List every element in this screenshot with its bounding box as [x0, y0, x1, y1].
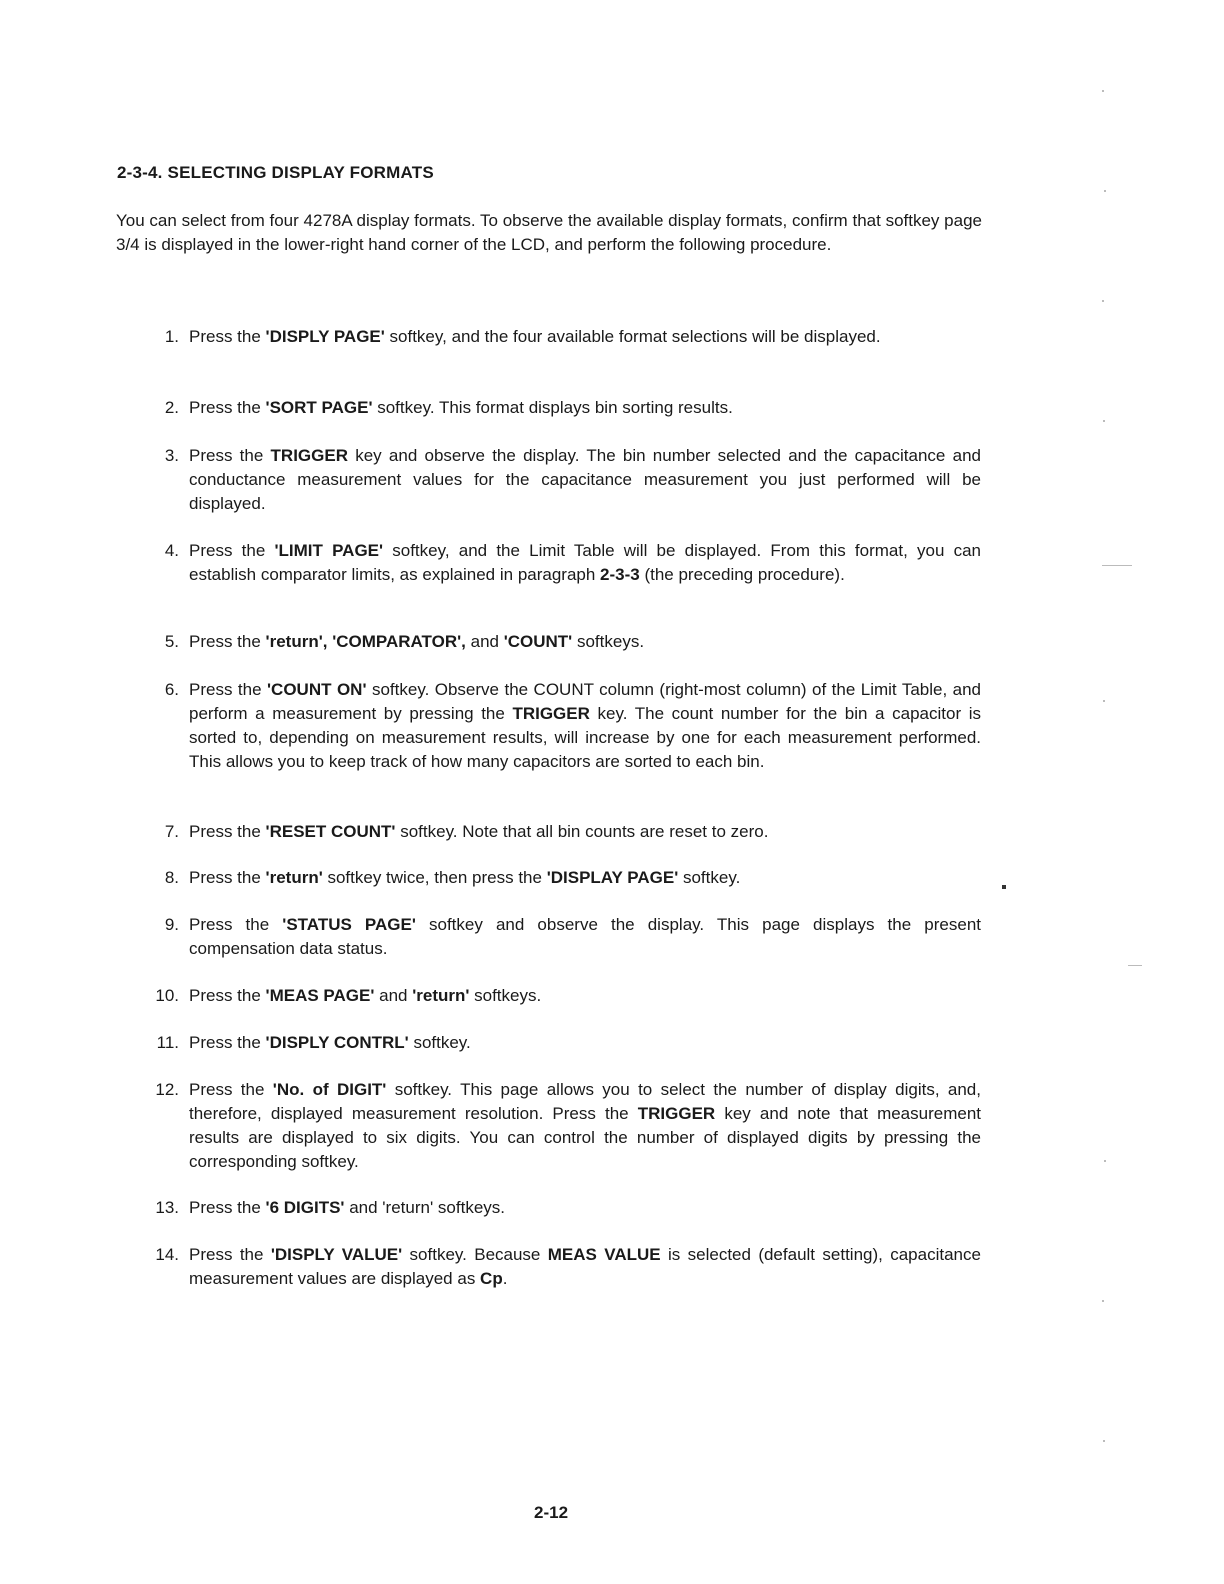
- step-text: Press the 'STATUS PAGE' softkey and observe the display. This page displays the present compensation data status.: [189, 915, 981, 958]
- step-text: Press the 'COUNT ON' softkey. Observe the COUNT column (right-most column) of the Limit Table, and perform a measurement by pressing the TRIGGER key. The count number for the bin a capacitor is sorted to, depending on measurement results, will increase by one for each measurement performed. This allows you to keep track of how many capacitors are sorted to each bin.: [189, 680, 982, 771]
- step-number: 4.: [164, 541, 179, 560]
- step-text: Press the '6 DIGITS' and 'return' softkeys.: [189, 1198, 505, 1217]
- step-text: Press the 'return', 'COMPARATOR', and 'COUNT' softkeys.: [189, 632, 645, 651]
- step-text: Press the TRIGGER key and observe the display. The bin number selected and the capacitance and conductance measurement values for the capacitance measurement you just performed will be displayed.: [189, 446, 981, 513]
- step-number: 10.: [155, 986, 179, 1005]
- step-text: Press the 'MEAS PAGE' and 'return' softkeys.: [189, 986, 542, 1005]
- intro-paragraph: You can select from four 4278A display formats. To observe the available display formats, confirm that softkey page 3/4 is displayed in the lower-right hand corner of the LCD, and perform the following procedure.: [116, 211, 982, 254]
- step-text: Press the 'SORT PAGE' softkey. This format displays bin sorting results.: [189, 398, 733, 417]
- section-heading: 2-3-4. SELECTING DISPLAY FORMATS: [117, 163, 434, 182]
- step-number: 6.: [164, 680, 179, 699]
- scan-speck: [1002, 885, 1006, 889]
- page-number: 2-12: [534, 1503, 569, 1522]
- step-number: 3.: [164, 446, 179, 465]
- step-number: 1.: [164, 327, 179, 346]
- step-text: Press the 'DISPLY PAGE' softkey, and the four available format selections will be displayed.: [189, 327, 881, 346]
- scan-margin-specks: [1098, 60, 1138, 1520]
- step-number: 14.: [155, 1245, 179, 1264]
- step-number: 11.: [156, 1033, 179, 1052]
- step-number: 2.: [164, 398, 179, 417]
- step-number: 7.: [164, 822, 179, 841]
- step-number: 13.: [155, 1198, 179, 1217]
- step-text: Press the 'DISPLY CONTRL' softkey.: [189, 1033, 471, 1052]
- step-text: Press the 'DISPLY VALUE' softkey. Because MEAS VALUE is selected (default setting), capacitance measurement values are displayed as Cp.: [189, 1245, 981, 1288]
- step-text: Press the 'No. of DIGIT' softkey. This page allows you to select the number of display digits, and, therefore, displayed measurement resolution. Press the TRIGGER key and note that measurement results are displayed to six digits. You can control the number of displayed digits by pressing the corresponding softkey.: [189, 1080, 982, 1171]
- step-number: 8.: [164, 868, 179, 887]
- step-number: 5.: [164, 632, 179, 651]
- step-number: 12.: [155, 1080, 179, 1099]
- step-number: 9.: [164, 915, 179, 934]
- step-text: Press the 'LIMIT PAGE' softkey, and the Limit Table will be displayed. From this format, you can establish comparator limits, as explained in paragraph 2-3-3 (the preceding procedure).: [189, 541, 981, 584]
- step-text: Press the 'RESET COUNT' softkey. Note that all bin counts are reset to zero.: [189, 822, 769, 841]
- step-text: Press the 'return' softkey twice, then press the 'DISPLAY PAGE' softkey.: [189, 868, 741, 887]
